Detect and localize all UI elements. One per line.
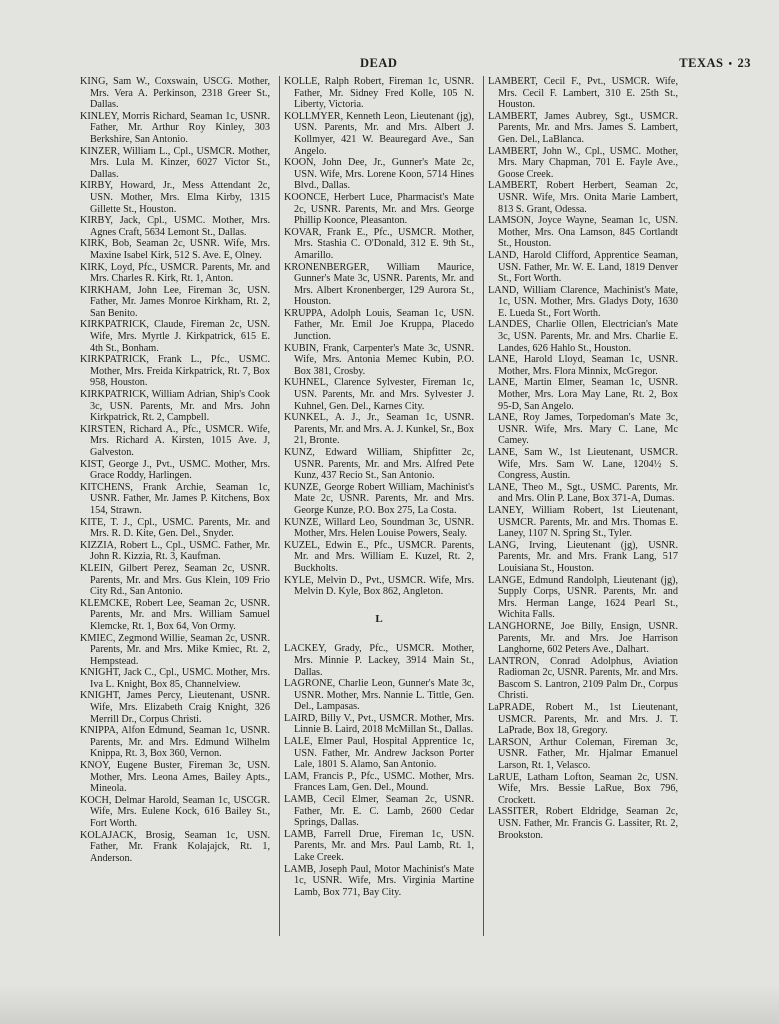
casualty-entry: KIZZIA, Robert L., Cpl., USMC. Father, Mr. John R. Kizzia, Rt. 3, Kaufman. bbox=[80, 539, 270, 563]
casualty-entry: LaRUE, Latham Lofton, Seaman 2c, USN. Wife, Mrs. Bessie LaRue, Box 796, Crockett. bbox=[488, 771, 678, 806]
casualty-entry: LAMSON, Joyce Wayne, Seaman 1c, USN. Mother, Mrs. Ona Lamson, 845 Cortlandt St., Houston. bbox=[488, 215, 678, 250]
casualty-entry: KOLLE, Ralph Robert, Fireman 1c, USNR. Father, Mr. Sidney Fred Kolle, 105 N. Liberty, Victoria. bbox=[284, 76, 474, 111]
casualty-entry: LALE, Elmer Paul, Hospital Apprentice 1c, USN. Father, Mr. Andrew Jackson Porter Lale, 1801 S. Alamo, San Antonio. bbox=[284, 736, 474, 771]
casualty-entry: LAMBERT, Robert Herbert, Seaman 2c, USNR. Wife, Mrs. Onita Marie Lambert, 813 S. Grant, Odessa. bbox=[488, 180, 678, 215]
casualty-entry: KIRKPATRICK, Frank L., Pfc., USMC. Mother, Mrs. Freida Kirkpatrick, Rt. 7, Box 958, Houston. bbox=[80, 354, 270, 389]
page-header bbox=[80, 56, 751, 74]
casualty-entry: KINLEY, Morris Richard, Seaman 1c, USNR. Father, Mr. Arthur Roy Kinley, 303 Berkshire, San Antonio. bbox=[80, 110, 270, 145]
casualty-entry: KUBIN, Frank, Carpenter's Mate 3c, USNR. Wife, Mrs. Antonia Memec Kubin, P.O. Box 381, Crosby. bbox=[284, 342, 474, 377]
casualty-entry: KOON, John Dee, Jr., Gunner's Mate 2c, USN. Wife, Mrs. Lorene Koon, 5714 Hines Blvd., Dallas. bbox=[284, 157, 474, 192]
casualty-entry: LANEY, William Robert, 1st Lieutenant, USMCR. Parents, Mr. and Mrs. Thomas E. Laney, 1107 N. Spring St., Tyler. bbox=[488, 504, 678, 540]
casualty-entry: KRUPPA, Adolph Louis, Seaman 1c, USN. Father, Mr. Emil Joe Kruppa, Placedo Junction. bbox=[284, 307, 474, 343]
casualty-entry: KNIGHT, Jack C., Cpl., USMC. Mother, Mrs. Iva L. Knight, Box 85, Channelview. bbox=[80, 667, 270, 690]
section-heading: DEAD bbox=[360, 56, 398, 70]
casualty-entry: LANE, Sam W., 1st Lieutenant, USMCR. Wife, Mrs. Sam W. Lane, 1204½ S. Congress, Austin. bbox=[488, 447, 678, 482]
casualty-entry: KOLAJACK, Brosig, Seaman 1c, USN. Father, Mr. Frank Kolajajck, Rt. 1, Anderson. bbox=[80, 829, 270, 864]
casualty-entry: LAMB, Farrell Drue, Fireman 1c, USN. Parents, Mr. and Mrs. Paul Lamb, Rt. 1, Lake Creek. bbox=[284, 828, 474, 863]
casualty-entry: LANE, Harold Lloyd, Seaman 1c, USNR. Mother, Mrs. Flora Minnix, McGregor. bbox=[488, 354, 678, 377]
casualty-entry: KINZER, William L., Cpl., USMCR. Mother, Mrs. Lula M. Kinzer, 6027 Victor St., Dallas. bbox=[80, 145, 270, 180]
casualty-entry: LAMBERT, James Aubrey, Sgt., USMCR. Parents, Mr. and Mrs. James S. Lambert, Gen. Del., LaBlanca. bbox=[488, 110, 678, 145]
casualty-entry: LANE, Martin Elmer, Seaman 1c, USNR. Mother, Mrs. Lora May Lane, Rt. 2, Box 95-D, San Angelo. bbox=[488, 377, 678, 412]
casualty-entry: KYLE, Melvin D., Pvt., USMCR. Wife, Mrs. Melvin D. Kyle, Box 862, Angleton. bbox=[284, 574, 474, 598]
casualty-entry: KIRK, Bob, Seaman 2c, USNR. Wife, Mrs. Maxine Isabel Kirk, 512 S. Ave. E, Olney. bbox=[80, 238, 270, 261]
casualty-entry: KIRKHAM, John Lee, Fireman 3c, USN. Father, Mr. James Monroe Kirkham, Rt. 2, San Benito. bbox=[80, 284, 270, 319]
column-3 bbox=[488, 76, 678, 946]
column-1 bbox=[80, 76, 270, 946]
casualty-entry: KITE, T. J., Cpl., USMC. Parents, Mr. and Mrs. R. D. Kite, Gen. Del., Snyder. bbox=[80, 516, 270, 540]
casualty-entry: LANGE, Edmund Randolph, Lieutenant (jg), Supply Corps, USNR. Parents, Mr. and Mrs. Herman Lange, 1624 Pearl St., Wichita Falls. bbox=[488, 574, 678, 621]
casualty-entry: KIRSTEN, Richard A., Pfc., USMCR. Wife, Mrs. Richard A. Kirsten, 1015 Ave. J, Galveston. bbox=[80, 423, 270, 458]
column-divider bbox=[279, 76, 280, 936]
casualty-entry: KING, Sam W., Coxswain, USCG. Mother, Mrs. Vera A. Perkinson, 2318 Greer St., Dallas. bbox=[80, 76, 270, 111]
casualty-entry: KUNZ, Edward William, Shipfitter 2c, USNR. Parents, Mr. and Mrs. Alfred Pete Kunz, 437 Recio St., San Antonio. bbox=[284, 447, 474, 482]
casualty-entry: LAMBERT, Cecil F., Pvt., USMCR. Wife, Mrs. Cecil F. Lambert, 310 E. 25th St., Houston. bbox=[488, 76, 678, 111]
casualty-entry: LAND, William Clarence, Machinist's Mate, 1c, USN. Mother, Mrs. Gladys Doty, 1630 E. Lueda St., Fort Worth. bbox=[488, 284, 678, 319]
casualty-entry: KIRKPATRICK, William Adrian, Ship's Cook 3c, USN. Parents, Mr. and Mrs. John Kirkpatrick, Rt. 2, Campbell. bbox=[80, 389, 270, 424]
casualty-entry: LAND, Harold Clifford, Apprentice Seaman, USN. Father, Mr. W. E. Land, 1819 Denver St., Fort Worth. bbox=[488, 249, 678, 285]
column-2 bbox=[284, 76, 474, 946]
casualty-entry: KOCH, Delmar Harold, Seaman 1c, USCGR. Wife, Mrs. Eulene Kock, 616 Bailey St., Fort Worth. bbox=[80, 794, 270, 829]
casualty-entry: KMIEC, Zegmond Willie, Seaman 2c, USNR. Parents, Mr. and Mrs. Mike Kmiec, Rt. 2, Hempstead. bbox=[80, 632, 270, 667]
casualty-entry: KOLLMYER, Kenneth Leon, Lieutenant (jg), USN. Parents, Mr. and Mrs. Albert J. Kollmyer, 421 W. Beauregard Ave., San Angelo. bbox=[284, 110, 474, 157]
casualty-entry: LANDES, Charlie Ollen, Electrician's Mate 3c, USN. Parents, Mr. and Mrs. Charlie E. Landes, 626 Hahlo St., Houston. bbox=[488, 319, 678, 354]
casualty-entry: KLEIN, Gilbert Perez, Seaman 2c, USNR. Parents, Mr. and Mrs. Gus Klein, 109 Frio City Rd., San Antonio. bbox=[80, 562, 270, 598]
casualty-entry: KNIGHT, James Percy, Lieutenant, USNR. Wife, Mrs. Elizabeth Craig Knight, 326 Merrill Dr., Corpus Christi. bbox=[80, 690, 270, 725]
casualty-entry: KUZEL, Edwin E., Pfc., USMCR. Parents, Mr. and Mrs. William E. Kuzel, Rt. 2, Buckholts. bbox=[284, 539, 474, 574]
casualty-entry: KNIPPA, Alfon Edmund, Seaman 1c, USNR. Parents, Mr. and Mrs. Edmund Wilhelm Knippa, Rt. 3, Box 360, Vernon. bbox=[80, 725, 270, 760]
casualty-entry: KUNZE, George Robert William, Machinist's Mate 2c, USNR. Parents, Mr. and Mrs. George Kunze, P.O. Box 275, La Costa. bbox=[284, 481, 474, 516]
state-name: TEXAS bbox=[679, 56, 724, 70]
bullet-separator: • bbox=[728, 59, 733, 70]
casualty-entry: KNOY, Eugene Buster, Fireman 3c, USN. Mother, Mrs. Leona Ames, Bailey Apts., Mineola. bbox=[80, 760, 270, 795]
section-letter: L bbox=[375, 612, 383, 625]
casualty-entry: LANE, Roy James, Torpedoman's Mate 3c, USNR. Wife, Mrs. Mary C. Lane, Mc Camey. bbox=[488, 412, 678, 447]
page-bottom-shadow bbox=[0, 984, 779, 1024]
casualty-entry: KUHNEL, Clarence Sylvester, Fireman 1c, USN. Parents, Mr. and Mrs. Sylvester J. Kuhnel, Gen. Del., Karnes City. bbox=[284, 377, 474, 412]
casualty-entry: LACKEY, Grady, Pfc., USMCR. Mother, Mrs. Minnie P. Lackey, 3914 Main St., Dallas. bbox=[284, 643, 474, 678]
casualty-entry: KITCHENS, Frank Archie, Seaman 1c, USNR. Father, Mr. James P. Kitchens, Box 154, Strawn. bbox=[80, 481, 270, 516]
casualty-entry: LAMB, Joseph Paul, Motor Machinist's Mate 1c, USNR. Wife, Mrs. Virginia Martine Lamb, Box 771, Bay City. bbox=[284, 863, 474, 898]
casualty-entry: KUNKEL, A. J., Jr., Seaman 1c, USNR. Parents, Mr. and Mrs. A. J. Kunkel, Sr., Box 21, Bronte. bbox=[284, 412, 474, 447]
casualty-entry: LANG, Irving, Lieutenant (jg), USNR. Parents, Mr. and Mrs. Frank Lang, 517 Louisiana St., Houston. bbox=[488, 539, 678, 574]
casualty-entry: LASSITER, Robert Eldridge, Seaman 2c, USN. Father, Mr. Francis G. Lassiter, Rt. 2, Brookston. bbox=[488, 806, 678, 841]
casualty-entry: KIRBY, Jack, Cpl., USMC. Mother, Mrs. Agnes Craft, 5634 Lemont St., Dallas. bbox=[80, 215, 270, 238]
casualty-entry: KIST, George J., Pvt., USMC. Mother, Mrs. Grace Roddy, Harlingen. bbox=[80, 458, 270, 482]
casualty-entry: LANE, Theo M., Sgt., USMC. Parents, Mr. and Mrs. Olin P. Lane, Box 371-A, Dumas. bbox=[488, 481, 678, 505]
casualty-entry: LAIRD, Billy V., Pvt., USMCR. Mother, Mrs. Linnie B. Laird, 2018 McMillan St., Dallas. bbox=[284, 712, 474, 736]
casualty-entry: KOVAR, Frank E., Pfc., USMCR. Mother, Mrs. Stashia C. O'Donald, 312 E. 9th St., Amarillo. bbox=[284, 226, 474, 261]
column-divider bbox=[483, 76, 484, 936]
casualty-entry: KUNZE, Willard Leo, Soundman 3c, USNR. Mother, Mrs. Helen Louise Powers, Sealy. bbox=[284, 516, 474, 540]
columns-container bbox=[80, 76, 680, 946]
casualty-entry: LANTRON, Conrad Adolphus, Aviation Radioman 2c, USNR. Parents, Mr. and Mrs. Bascom S. Lantron, 2109 Palm Dr., Corpus Christi. bbox=[488, 655, 678, 702]
casualty-entry: LaPRADE, Robert M., 1st Lieutenant, USMCR. Parents, Mr. and Mrs. J. T. LaPrade, Box 18, Gregory. bbox=[488, 702, 678, 737]
casualty-entry: LAGRONE, Charlie Leon, Gunner's Mate 3c, USNR. Mother, Mrs. Nannie L. Tittle, Gen. Del., Lampasas. bbox=[284, 678, 474, 713]
page-number: 23 bbox=[737, 56, 751, 70]
casualty-entry: LAM, Francis P., Pfc., USMC. Mother, Mrs. Frances Lam, Gen. Del., Mound. bbox=[284, 770, 474, 794]
casualty-entry: KOONCE, Herbert Luce, Pharmacist's Mate 2c, USNR. Parents, Mr. and Mrs. George Phillip Koonce, Pleasanton. bbox=[284, 191, 474, 227]
casualty-entry: KIRK, Loyd, Pfc., USMCR. Parents, Mr. and Mrs. Charles R. Kirk, Rt. 1, Anton. bbox=[80, 261, 270, 285]
casualty-entry: KLEMCKE, Robert Lee, Seaman 2c, USNR. Parents, Mr. and Mrs. William Samuel Klemcke, Rt. 1, Box 64, Von Ormy. bbox=[80, 597, 270, 632]
casualty-entry: LANGHORNE, Joe Billy, Ensign, USNR. Parents, Mr. and Mrs. Joe Harrison Langhorne, 602 Peters Ave., Dalhart. bbox=[488, 620, 678, 656]
casualty-entry: KRONENBERGER, William Maurice, Gunner's Mate 3c, USNR. Parents, Mr. and Mrs. Albert Kronenberger, 129 Aurora St., Houston. bbox=[284, 261, 474, 308]
casualty-entry: KIRBY, Howard, Jr., Mess Attendant 2c, USN. Mother, Mrs. Elma Kirby, 1315 Gillette St., Houston. bbox=[80, 180, 270, 215]
page-running-head bbox=[679, 56, 751, 71]
casualty-entry: LAMBERT, John W., Cpl., USMC. Mother, Mrs. Mary Chapman, 701 E. Fayle Ave., Goose Creek. bbox=[488, 145, 678, 180]
casualty-entry: KIRKPATRICK, Claude, Fireman 2c, USN. Wife, Mrs. Myrtle J. Kirkpatrick, 615 E. 4th St., Bonham. bbox=[80, 319, 270, 354]
casualty-entry: LARSON, Arthur Coleman, Fireman 3c, USNR. Father, Mr. Hjalmar Emanuel Larson, Rt. 1, Velasco. bbox=[488, 736, 678, 772]
casualty-entry: LAMB, Cecil Elmer, Seaman 2c, USNR. Father, Mr. E. C. Lamb, 2600 Cedar Springs, Dallas. bbox=[284, 794, 474, 829]
